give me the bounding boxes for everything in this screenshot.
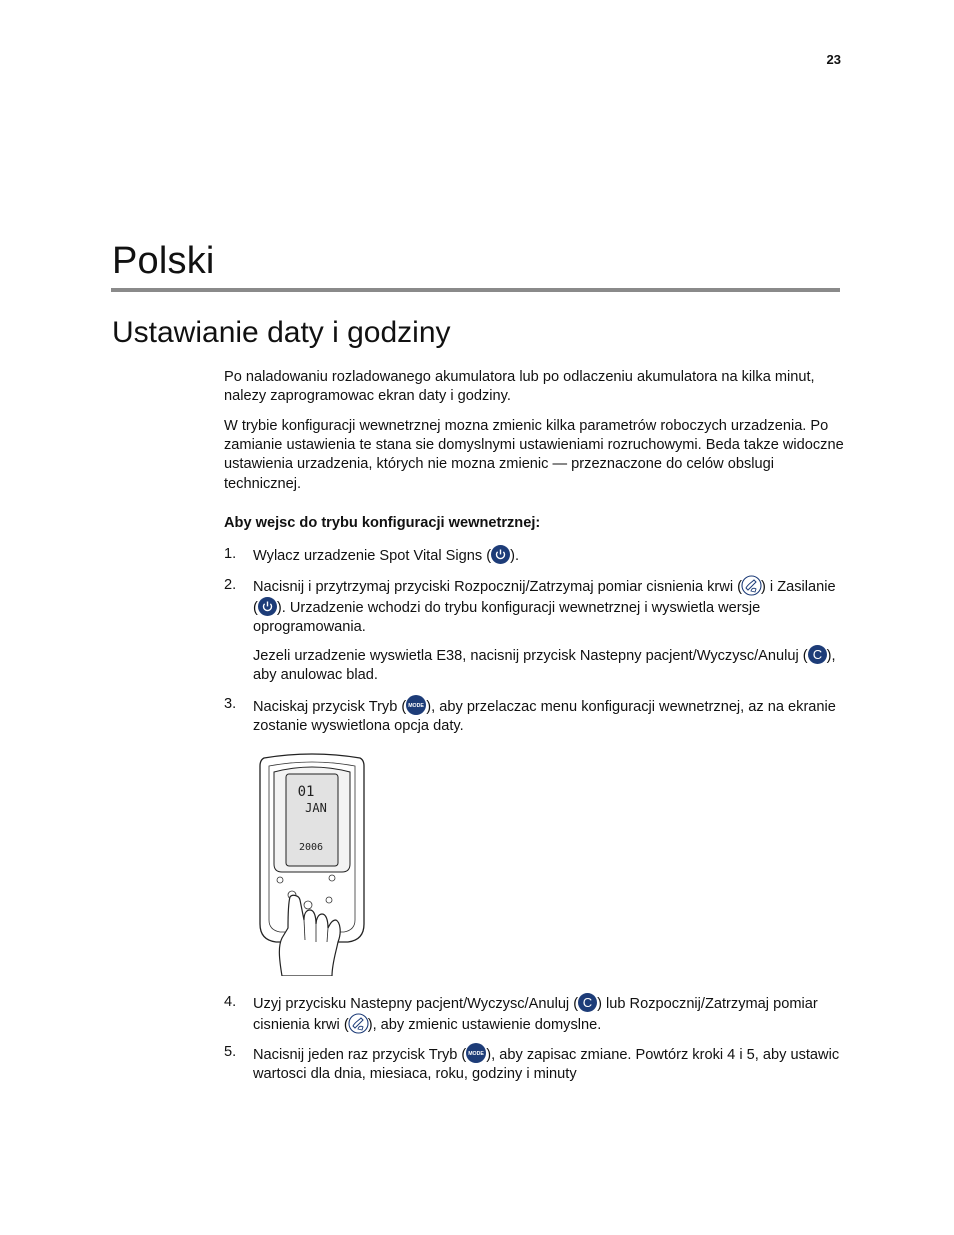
intro-paragraph-2: W trybie konfiguracji wewnetrznej mozna zmienic kilka parametrów roboczych urzadzenia. Po zamianie ustawienia te stana sie domyslnymi ustawieniami rozruchowymi. Beda takze widoczne ustawienia urzadzenia, których nie mozna zmienic — przeznaczone do celów obslugi technicznej. bbox=[224, 418, 844, 492]
step-number: 1. bbox=[224, 546, 237, 562]
power-icon bbox=[258, 597, 277, 616]
svg-text:C: C bbox=[582, 995, 593, 1010]
step-4: 4. Uzyj przycisku Nastepny pacjent/Wyczysc/Anuluj ( C ) lub Rozpocznij/Zatrzymaj pomiar cisnienia krwi ( ), aby zmienic ustawienie domyslne. bbox=[224, 994, 818, 1034]
page-number: 23 bbox=[826, 52, 841, 67]
step-5: 5. Nacisnij jeden raz przycisk Tryb ( MODE ), aby zapisac zmiane. Powtórz kroki 4 i 5, aby ustawic wartosci dla dnia, miesiaca, roku, godziny i minuty bbox=[224, 1044, 840, 1083]
display-month: JAN bbox=[305, 801, 327, 815]
chapter-title: Polski bbox=[112, 240, 215, 282]
step-2-note: Jezeli urzadzenie wyswietla E38, nacisnij przycisk Nastepny pacjent/Wyczysc/Anuluj ( C ), aby anulowac blad. bbox=[253, 647, 836, 684]
step-1: 1. Wylacz urzadzenie Spot Vital Signs ( ). bbox=[224, 546, 519, 564]
step-number: 4. bbox=[224, 994, 237, 1010]
svg-text:MODE: MODE bbox=[468, 1051, 485, 1057]
procedure-heading: Aby wejsc do trybu konfiguracji wewnetrznej: bbox=[224, 515, 541, 531]
bp-cuff-icon bbox=[742, 576, 761, 595]
intro-paragraph-1: Po naladowaniu rozladowanego akumulatora lub po odlaczeniu akumulatora na kilka minut, nalezy zaprogramowac ekran daty i godziny. bbox=[224, 369, 815, 405]
step-3: 3. Naciskaj przycisk Tryb ( MODE ), aby przelaczac menu konfiguracji wewnetrznej, az na ekranie zostanie wyswietlona opcja daty. bbox=[224, 696, 836, 735]
step-number: 5. bbox=[224, 1044, 237, 1060]
step-number: 3. bbox=[224, 696, 237, 712]
step-2: 2. Nacisnij i przytrzymaj przyciski Rozpocznij/Zatrzymaj pomiar cisnienia krwi ( ) i Zasilanie ( ). Urzadzenie wchodzi do trybu konfiguracji wewnetrznej i wyswietla wersje oprogramowania. bbox=[224, 577, 836, 636]
svg-text:C: C bbox=[812, 647, 822, 662]
clear-icon bbox=[808, 645, 827, 664]
display-day: 01 bbox=[297, 784, 315, 800]
display-year: 2006 bbox=[298, 842, 324, 853]
bp-cuff-icon bbox=[349, 1014, 368, 1033]
clear-icon bbox=[578, 993, 597, 1012]
svg-text:MODE: MODE bbox=[408, 703, 425, 709]
mode-icon bbox=[406, 695, 426, 715]
device-illustration bbox=[252, 752, 372, 976]
mode-icon bbox=[466, 1043, 486, 1063]
section-title: Ustawianie daty i godziny bbox=[112, 316, 451, 349]
step-number: 2. bbox=[224, 577, 237, 593]
chapter-divider bbox=[111, 288, 840, 292]
power-icon bbox=[491, 545, 510, 564]
